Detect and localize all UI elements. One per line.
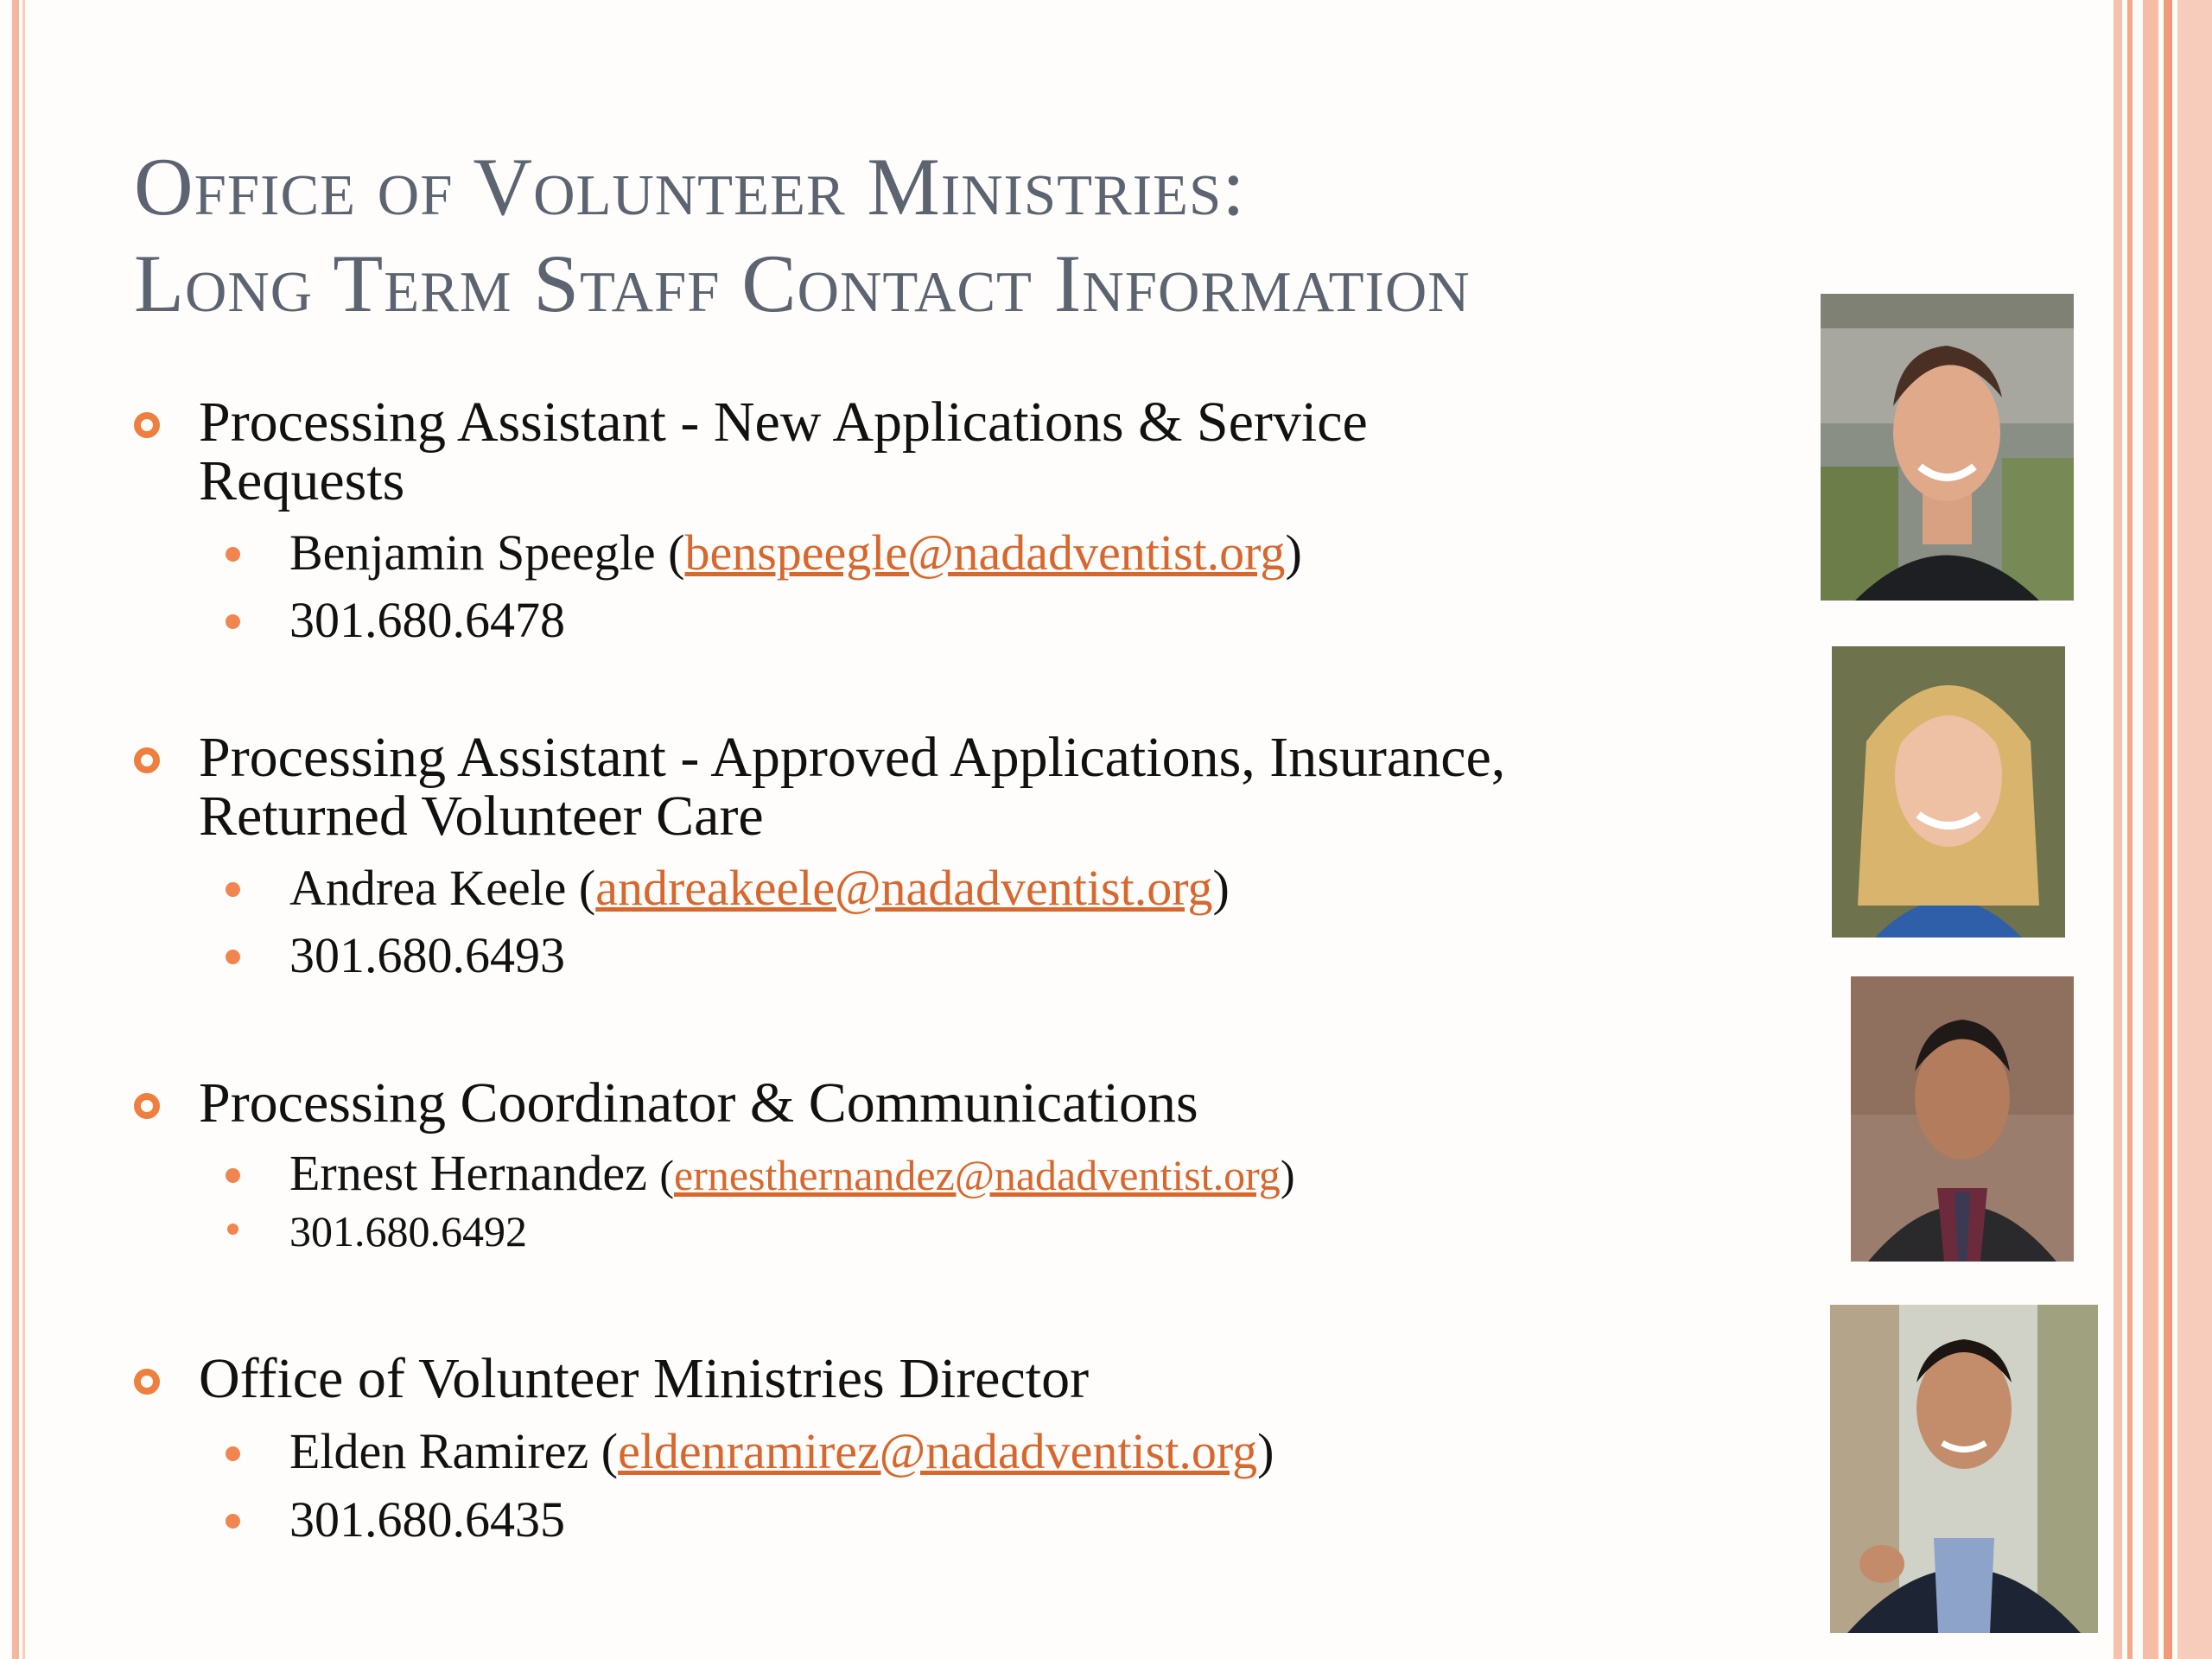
contact-phone: 301.680.6478 — [289, 592, 565, 648]
contact-heading: Processing Assistant - New Applications & Service — [199, 391, 1368, 454]
contact-section — [134, 393, 1862, 652]
contact-name: Andrea Keele — [289, 860, 567, 916]
contact-name: Ernest Hernandez — [289, 1145, 647, 1201]
ring-bullet-icon — [134, 412, 160, 438]
contact-section — [134, 728, 1862, 988]
slide-title — [134, 138, 1862, 332]
title-line-2: Long Term Staff Contact Information — [134, 238, 1471, 329]
dot-bullet-icon — [226, 1514, 240, 1529]
dot-bullet-icon — [226, 614, 240, 629]
right-border-stripe — [2177, 0, 2212, 1659]
contact-heading: Processing Coordinator & Communications — [199, 1071, 1198, 1135]
contact-heading: Returned Volunteer Care — [199, 785, 764, 848]
right-border-stripe — [2113, 0, 2122, 1659]
contact-section — [134, 1071, 1862, 1264]
ring-bullet-icon — [134, 1093, 160, 1119]
contact-name-line: Elden Ramirez (eldenramirez@nadadventist.org) — [289, 1423, 1274, 1479]
staff-photo — [1851, 976, 2074, 1262]
right-border-stripe — [2127, 0, 2133, 1659]
dot-bullet-icon — [226, 950, 240, 964]
contact-heading: Office of Volunteer Ministries Director — [199, 1347, 1090, 1410]
contact-phone: 301.680.6492 — [289, 1207, 527, 1255]
staff-photo — [1821, 294, 2074, 601]
contact-section — [134, 1347, 1862, 1548]
dot-bullet-icon — [227, 1224, 238, 1235]
staff-photo — [1832, 646, 2065, 938]
email-link[interactable]: eldenramirez@nadadventist.org — [618, 1423, 1258, 1479]
contact-name: Elden Ramirez — [289, 1423, 589, 1479]
contact-heading: Requests — [199, 449, 405, 512]
contact-name: Benjamin Speegle — [289, 524, 656, 581]
contact-name-line: Benjamin Speegle (benspeegle@nadadventist.org) — [289, 524, 1302, 581]
contact-heading: Processing Assistant - Approved Applications, Insurance, — [199, 726, 1506, 789]
title-line-1: Office of Volunteer Ministries: — [134, 141, 1246, 232]
dot-bullet-icon — [226, 547, 240, 562]
dot-bullet-icon — [226, 1446, 240, 1461]
contact-name-line: Ernest Hernandez (ernesthernandez@nadadventist.org) — [289, 1145, 1295, 1201]
ring-bullet-icon — [134, 747, 160, 773]
dot-bullet-icon — [226, 1168, 240, 1183]
email-link[interactable]: ernesthernandez@nadadventist.org — [674, 1151, 1281, 1199]
email-link[interactable]: benspeegle@nadadventist.org — [684, 524, 1286, 581]
right-border-stripe — [2143, 0, 2158, 1659]
email-link[interactable]: andreakeele@nadadventist.org — [595, 860, 1213, 916]
left-border-stripe — [12, 0, 19, 1659]
right-border-stripe — [2164, 0, 2172, 1659]
left-border-stripe — [22, 0, 25, 1659]
contact-phone: 301.680.6493 — [289, 927, 565, 983]
staff-photo — [1830, 1305, 2098, 1633]
contact-name-line: Andrea Keele (andreakeele@nadadventist.org) — [289, 860, 1230, 916]
dot-bullet-icon — [226, 882, 240, 897]
contact-phone: 301.680.6435 — [289, 1491, 565, 1548]
ring-bullet-icon — [134, 1369, 160, 1395]
